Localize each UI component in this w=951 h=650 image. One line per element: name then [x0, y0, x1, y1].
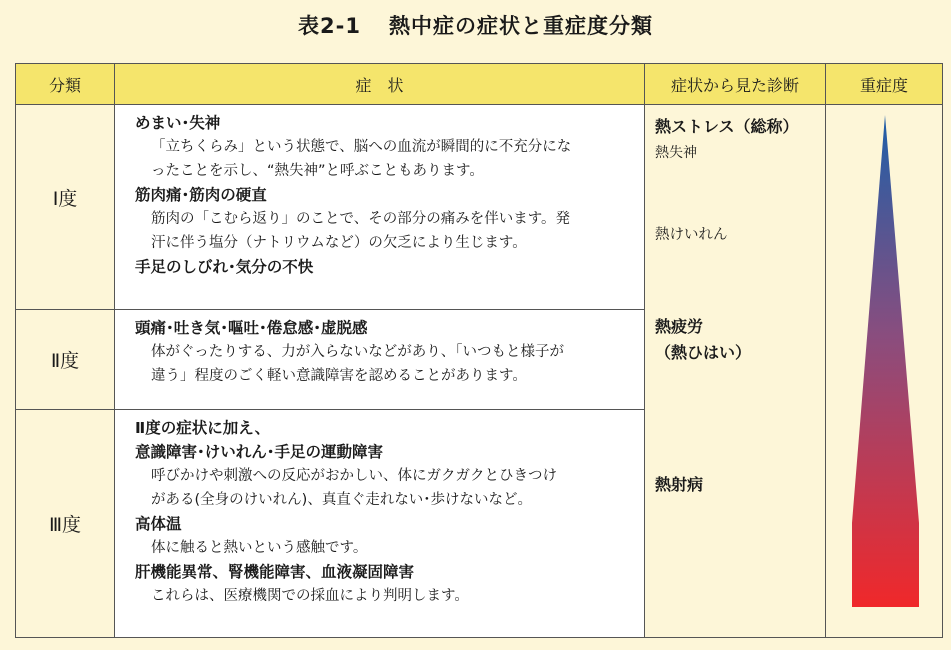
symptom-desc: ったことを示し、“熱失神”と呼ぶこともあります。	[151, 163, 484, 179]
header-diagnosis: 症状から見た診断	[645, 64, 826, 105]
symptom-desc: 呼びかけや刺激への反応がおかしい、体にガクガクとひきつけ	[151, 468, 557, 484]
symptom-heading: 意識障害･けいれん･手足の運動障害	[135, 443, 384, 461]
symptoms-3	[115, 410, 645, 638]
symptom-heading: 手足のしびれ･気分の不快	[135, 258, 314, 276]
symptom-desc: 体に触ると熱いという感触です。	[151, 540, 368, 556]
class-2: Ⅱ度	[16, 310, 115, 410]
diagnosis-heat-stress: 熱ストレス（総称）	[655, 117, 799, 136]
header-classification: 分類	[16, 64, 115, 105]
header-row	[16, 64, 943, 105]
diagnosis-heat-exhaustion-alt: （熱ひはい）	[655, 343, 752, 362]
symptom-heading: 肝機能異常、腎機能障害、血液凝固障害	[135, 563, 415, 581]
severity-column	[826, 105, 943, 638]
symptom-desc: 汗に伴う塩分（ナトリウムなど）の欠乏により生じます。	[151, 235, 527, 251]
symptoms-1	[115, 105, 645, 310]
symptoms-2	[115, 310, 645, 410]
table-title: 熱中症の症状と重症度分類	[388, 14, 653, 38]
symptom-desc: これらは、医療機関での採血により判明します。	[151, 588, 469, 604]
symptom-desc: がある(全身のけいれん)、真直ぐ走れない･歩けないなど。	[151, 492, 533, 508]
diagnosis-heat-syncope: 熱失神	[655, 145, 697, 161]
class-1: Ⅰ度	[16, 105, 115, 310]
symptom-heading: 筋肉痛･筋肉の硬直	[135, 186, 267, 204]
symptom-heading: 高体温	[135, 515, 182, 533]
heatstroke-table	[15, 63, 943, 638]
header-symptoms: 症 状	[115, 64, 645, 105]
symptom-heading: めまい･失神	[135, 114, 221, 132]
severity-gradient-icon	[826, 105, 943, 635]
symptom-desc: 「立ちくらみ」という状態で、脳への血流が瞬間的に不充分にな	[151, 139, 572, 155]
symptom-desc: 違う」程度のごく軽い意識障害を認めることがあります。	[151, 368, 527, 384]
diagnosis-heat-exhaustion: 熱疲労	[655, 317, 704, 336]
diagnosis-heat-cramps: 熱けいれん	[655, 227, 728, 243]
severity-wedge	[852, 115, 919, 607]
table-number: 表2-1	[298, 14, 361, 38]
header-severity: 重症度	[826, 64, 943, 105]
symptom-heading: 頭痛･吐き気･嘔吐･倦怠感･虚脱感	[135, 319, 368, 337]
diagnosis-column	[645, 105, 826, 638]
class-3: Ⅲ度	[16, 410, 115, 638]
symptom-desc: 体がぐったりする、力が入らないなどがあり、「いつもと様子が	[151, 344, 564, 360]
table-row	[16, 105, 943, 310]
symptom-heading: Ⅱ度の症状に加え、	[135, 419, 271, 437]
diagnosis-heat-stroke: 熱射病	[655, 475, 704, 494]
page-title	[0, 10, 951, 40]
symptom-desc: 筋肉の「こむら返り」のことで、その部分の痛みを伴います。発	[151, 211, 571, 227]
